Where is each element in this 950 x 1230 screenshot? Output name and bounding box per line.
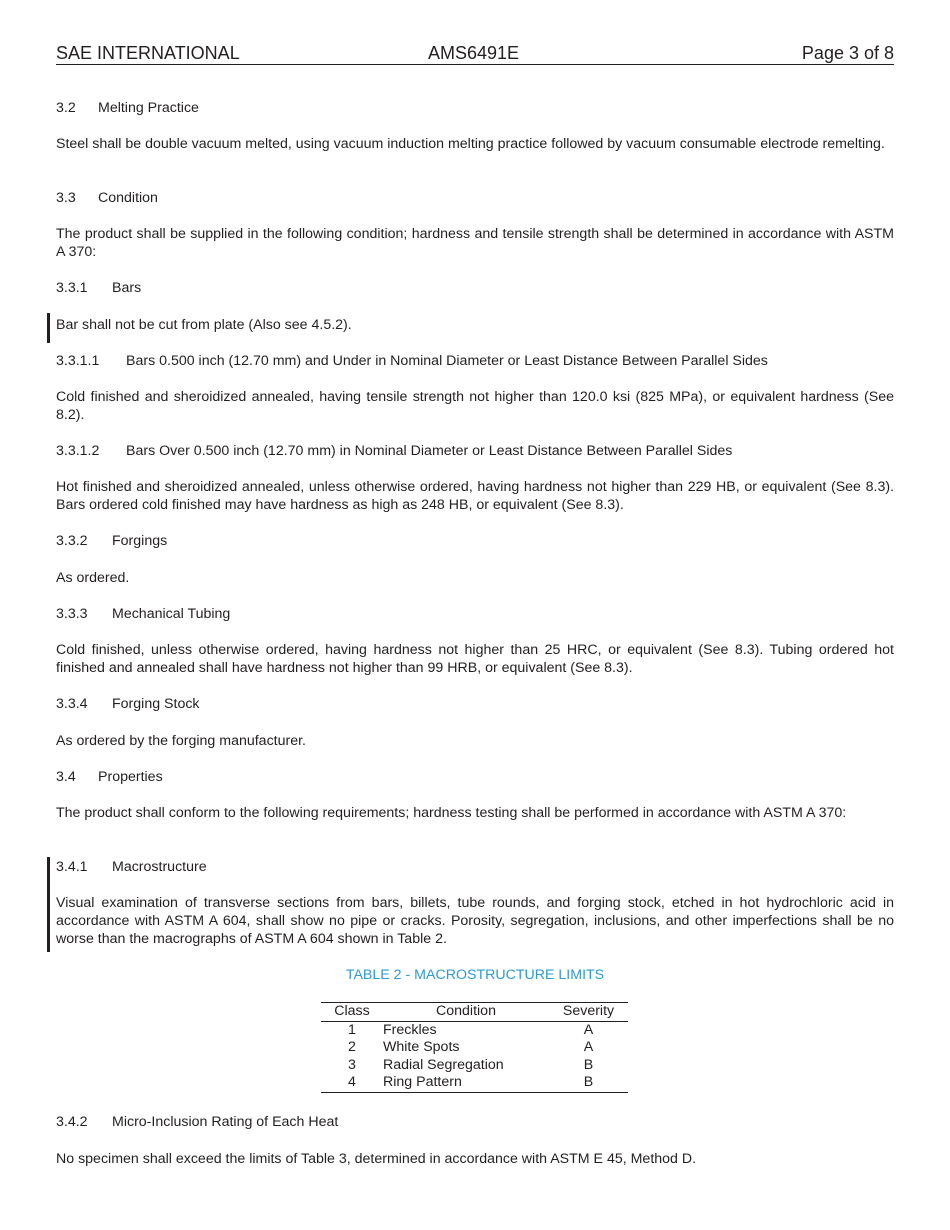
cell-class: 4 bbox=[348, 1074, 356, 1090]
section-paragraph: Bar shall not be cut from plate (Also see 4.5.2). bbox=[56, 317, 352, 333]
table-row bbox=[321, 1057, 628, 1075]
section-title: Condition bbox=[98, 190, 158, 206]
section-title: Micro-Inclusion Rating of Each Heat bbox=[112, 1114, 339, 1130]
section-heading bbox=[56, 279, 894, 297]
page-header bbox=[56, 43, 894, 65]
section-title: Mechanical Tubing bbox=[112, 606, 231, 622]
section-paragraph: Cold finished, unless otherwise ordered, having hardness not higher than 25 HRC, or equivalent (See 8.3). Tubing ordered hot finished and annealed shall have hardness not higher than 99 HRB, or equivalent (See 8.3). bbox=[56, 642, 894, 676]
section-number: 3.3 bbox=[56, 190, 76, 206]
section-title: Melting Practice bbox=[98, 100, 199, 116]
section-heading bbox=[56, 442, 894, 460]
table-caption: TABLE 2 - MACROSTRUCTURE LIMITS bbox=[345, 967, 605, 983]
section-number: 3.3.1 bbox=[56, 280, 88, 296]
column-header-condition: Condition bbox=[436, 1003, 496, 1019]
section-paragraph: No specimen shall exceed the limits of Table 3, determined in accordance with ASTM E 45, Method D. bbox=[56, 1151, 697, 1167]
section-title: Forging Stock bbox=[112, 696, 200, 712]
cell-class: 3 bbox=[348, 1056, 356, 1073]
section-number: 3.2 bbox=[56, 100, 76, 116]
cell-severity: A bbox=[583, 1021, 594, 1038]
cell-condition: Ring Pattern bbox=[383, 1074, 462, 1090]
macrostructure-limits-table bbox=[321, 1002, 628, 1093]
header-document-number: AMS6491E bbox=[428, 43, 520, 63]
cell-severity: A bbox=[583, 1039, 594, 1055]
section-heading bbox=[56, 1113, 894, 1131]
section-paragraph: The product shall be supplied in the following condition; hardness and tensile strength shall be determined in accordance with ASTM A 370: bbox=[56, 226, 894, 260]
section-heading bbox=[56, 532, 894, 550]
revision-bar bbox=[47, 857, 50, 952]
cell-condition: Radial Segregation bbox=[383, 1056, 504, 1073]
section-paragraph: As ordered. bbox=[56, 570, 130, 586]
table-header-row bbox=[321, 1003, 628, 1022]
section-title: Bars bbox=[112, 280, 142, 296]
section-number: 3.3.1.1 bbox=[56, 353, 100, 369]
section-heading bbox=[56, 858, 894, 876]
section-heading bbox=[56, 99, 894, 117]
section-heading bbox=[56, 189, 894, 207]
section-title: Forgings bbox=[112, 533, 168, 549]
section-paragraph: Visual examination of transverse sections from bars, billets, tube rounds, and forging stock, etched in hot hydrochloric acid in accordance with ASTM A 604, shall show no pipe or cracks. Porosity, segregation, inclusions, and other imperfections shall be no worse than the macrographs of ASTM A 604 shown in Table 2. bbox=[56, 895, 894, 947]
cell-class: 2 bbox=[348, 1039, 356, 1055]
section-number: 3.3.3 bbox=[56, 606, 88, 622]
section-paragraph: Cold finished and sheroidized annealed, having tensile strength not higher than 120.0 ksi (825 MPa), or equivalent hardness (See 8.2). bbox=[56, 389, 894, 423]
section-heading bbox=[56, 695, 894, 713]
section-title: Properties bbox=[98, 769, 163, 785]
section-number: 3.4.2 bbox=[56, 1114, 88, 1130]
section-heading bbox=[56, 605, 894, 623]
cell-severity: B bbox=[583, 1074, 594, 1090]
header-organization: SAE INTERNATIONAL bbox=[56, 43, 240, 63]
section-paragraph: Hot finished and sheroidized annealed, unless otherwise ordered, having hardness not higher than 229 HB, or equivalent (See 8.3). Bars ordered cold finished may have hardness as high as 248 HB, or equivalent (See 8.3). bbox=[56, 479, 894, 513]
section-heading bbox=[56, 352, 894, 370]
cell-condition: Freckles bbox=[383, 1021, 437, 1038]
section-number: 3.4.1 bbox=[56, 859, 88, 875]
section-title: Bars 0.500 inch (12.70 mm) and Under in Nominal Diameter or Least Distance Between Parallel Sides bbox=[126, 353, 768, 369]
table-row bbox=[321, 1039, 628, 1057]
table-row bbox=[321, 1021, 628, 1039]
column-header-class: Class bbox=[334, 1003, 370, 1019]
section-heading bbox=[56, 768, 894, 786]
section-number: 3.3.4 bbox=[56, 696, 88, 712]
section-number: 3.3.2 bbox=[56, 533, 88, 549]
cell-class: 1 bbox=[348, 1021, 356, 1038]
section-paragraph: The product shall conform to the following requirements; hardness testing shall be performed in accordance with ASTM A 370: bbox=[56, 805, 847, 821]
section-paragraph: Steel shall be double vacuum melted, using vacuum induction melting practice followed by vacuum consumable electrode remelting. bbox=[56, 136, 885, 152]
section-number: 3.4 bbox=[56, 769, 76, 785]
section-title: Macrostructure bbox=[112, 859, 207, 875]
column-header-severity: Severity bbox=[562, 1003, 615, 1019]
cell-condition: White Spots bbox=[383, 1039, 460, 1055]
section-paragraph: As ordered by the forging manufacturer. bbox=[56, 733, 306, 749]
cell-severity: B bbox=[583, 1056, 594, 1073]
section-number: 3.3.1.2 bbox=[56, 443, 100, 459]
section-title: Bars Over 0.500 inch (12.70 mm) in Nominal Diameter or Least Distance Between Parallel Sides bbox=[126, 443, 733, 459]
header-page-number: Page 3 of 8 bbox=[801, 43, 894, 63]
table-row bbox=[321, 1074, 628, 1092]
revision-bar bbox=[47, 313, 50, 343]
